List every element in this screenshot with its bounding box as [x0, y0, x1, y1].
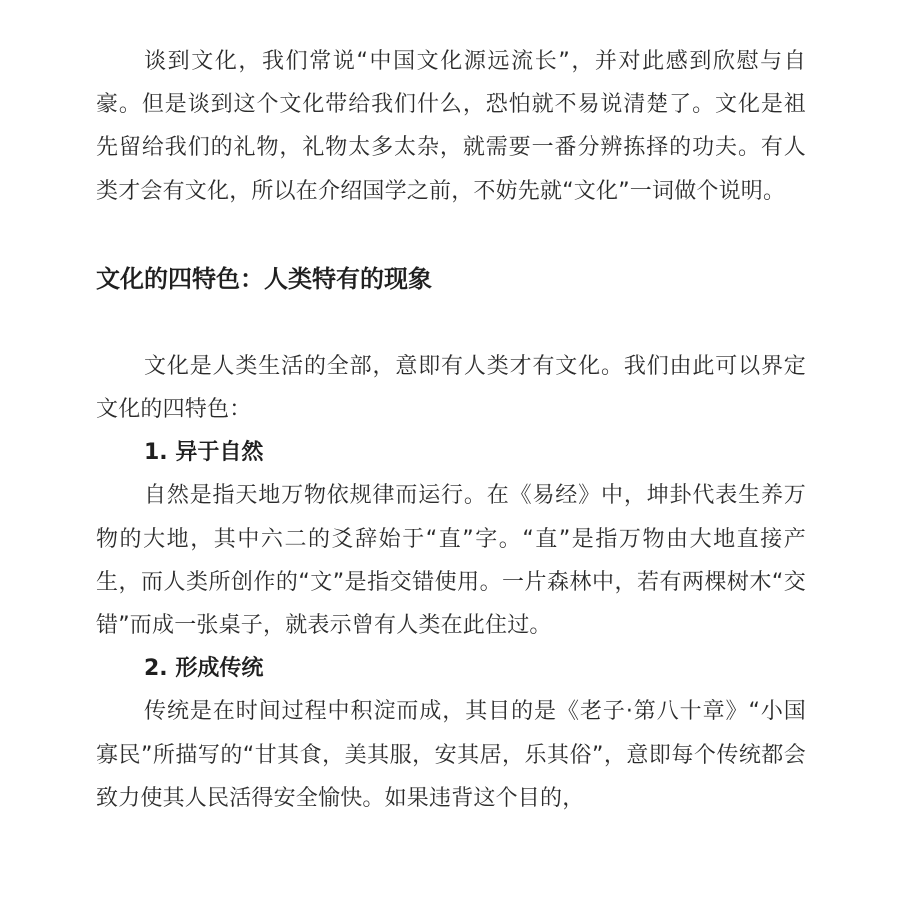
item-paragraph-1: 自然是指天地万物依规律而运行。在《易经》中，坤卦代表生养万物的大地，其中六二的爻辞始于“直”字。“直”是指万物由大地直接产生，而人类所创作的“文”是指交错使用。一片森林中，若有两棵树木“交错”而成一张桌子，就表示曾有人类在此住过。 — [96, 483, 806, 639]
intro-paragraph: 谈到文化，我们常说“中国文化源远流长”，并对此感到欣慰与自豪。但是谈到这个文化带给我们什么，恐怕就不易说清楚了。文化是祖先留给我们的礼物，礼物太多太杂，就需要一番分辨拣择的功夫。有人类才会有文化，所以在介绍国学之前，不妨先就“文化”一词做个说明。 — [96, 49, 806, 204]
section-title: 文化的四特色：人类特有的现象 — [96, 264, 432, 293]
section-lead-paragraph: 文化是人类生活的全部，意即有人类才有文化。我们由此可以界定文化的四特色： — [96, 353, 806, 423]
item-heading-1: 1. 异于自然 — [144, 440, 264, 466]
item-paragraph-2: 传统是在时间过程中积淀而成，其目的是《老子·第八十章》“小国寡民”所描写的“甘其食，美其服，安其居，乐其俗”，意即每个传统都会致力使其人民活得安全愉快。如果违背这个目的， — [96, 699, 806, 811]
document-page — [96, 40, 806, 820]
item-heading-2: 2. 形成传统 — [144, 656, 264, 682]
